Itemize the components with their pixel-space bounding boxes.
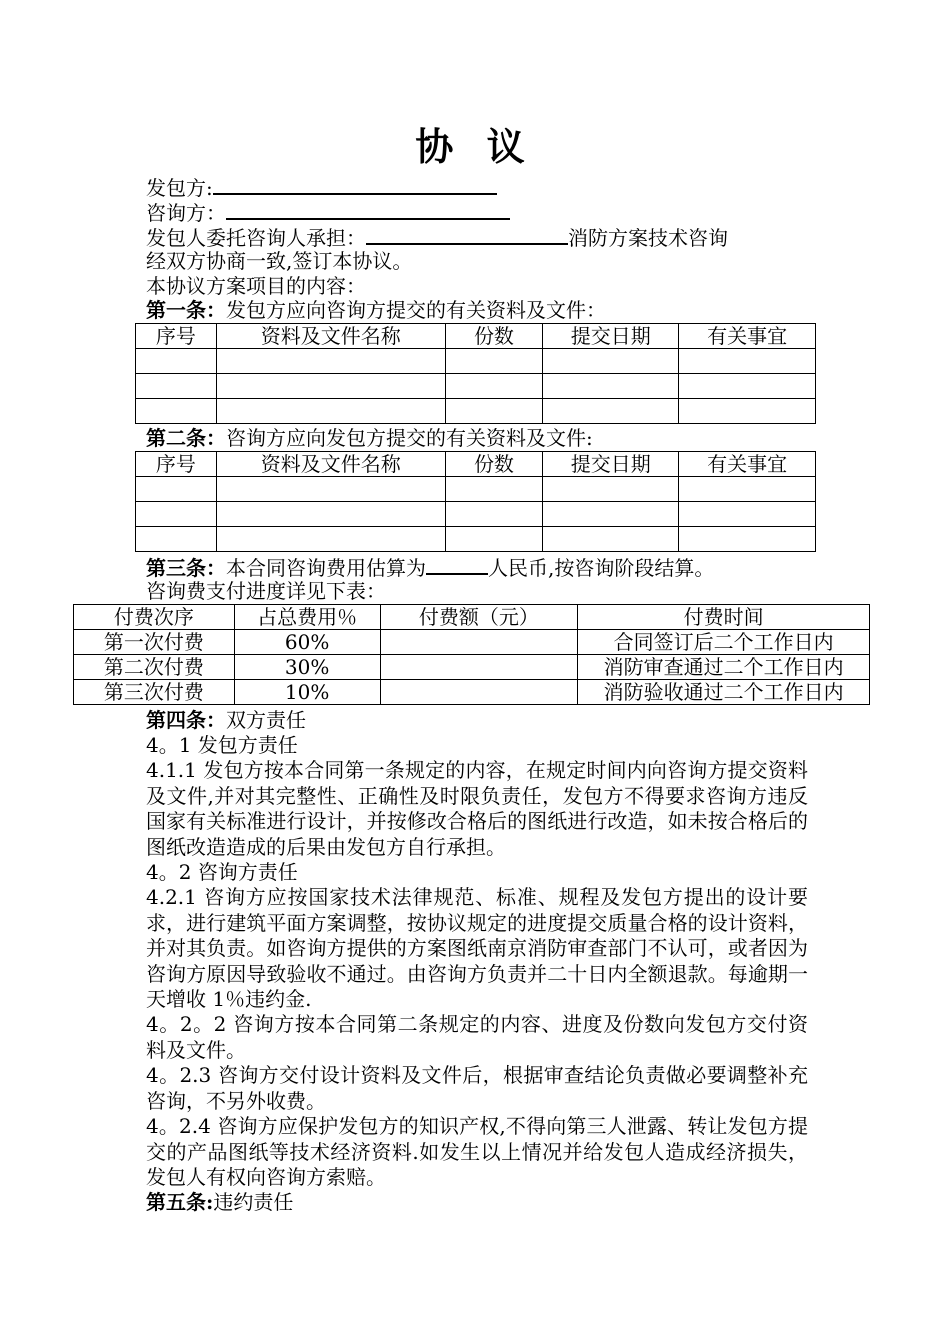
section-4-1-heading: 4。1 发包方责任 xyxy=(146,733,298,757)
column-header: 份数 xyxy=(445,452,543,477)
table-cell[interactable] xyxy=(380,630,578,655)
table-cell: 30% xyxy=(234,655,380,680)
consultant-label: 咨询方： xyxy=(146,201,226,225)
table-cell: 第二次付费 xyxy=(74,655,235,680)
article2-heading xyxy=(146,426,593,451)
column-header: 付费额（元） xyxy=(380,605,578,630)
table-cell[interactable] xyxy=(543,477,679,502)
article4-text: 双方责任 xyxy=(226,708,306,732)
table-row xyxy=(136,527,816,552)
article3-text-before: 本合同咨询费用估算为 xyxy=(226,556,426,580)
article3-label: 第三条： xyxy=(146,556,226,580)
payment-schedule-table xyxy=(73,604,870,705)
table-cell[interactable] xyxy=(543,527,679,552)
column-header: 提交日期 xyxy=(543,452,679,477)
page-title: 协 议 xyxy=(415,124,535,169)
clause-4-2-3: 4。2.3 咨询方交付设计资料及文件后，根据审查结论负责做必要调整补充咨询，不另外收费。 xyxy=(146,1063,808,1113)
commission-line xyxy=(146,224,728,251)
table-cell[interactable] xyxy=(216,349,445,374)
table-cell: 60% xyxy=(234,630,380,655)
commission-prefix: 发包人委托咨询人承担： xyxy=(146,226,366,250)
employer-blank[interactable] xyxy=(213,174,497,195)
article2-text: 咨询方应向发包方提交的有关资料及文件: xyxy=(226,426,593,450)
table-header-row xyxy=(136,452,816,477)
table-cell[interactable] xyxy=(543,502,679,527)
column-header: 占总费用％ xyxy=(234,605,380,630)
table-cell[interactable] xyxy=(136,502,217,527)
table-row xyxy=(74,655,870,680)
article5-heading xyxy=(146,1190,293,1215)
table-cell[interactable] xyxy=(136,527,217,552)
column-header: 付费时间 xyxy=(578,605,870,630)
column-header: 有关事宜 xyxy=(679,324,816,349)
article3-text-after: 人民币,按咨询阶段结算。 xyxy=(488,556,715,580)
column-header: 资料及文件名称 xyxy=(216,452,445,477)
table-cell[interactable] xyxy=(380,655,578,680)
table-cell[interactable] xyxy=(445,527,543,552)
article1-heading xyxy=(146,298,606,323)
table-cell[interactable] xyxy=(679,349,816,374)
column-header: 付费次序 xyxy=(74,605,235,630)
article3-heading xyxy=(146,554,714,581)
employer-label: 发包方: xyxy=(146,176,213,200)
consultant-line xyxy=(146,199,510,226)
column-header: 资料及文件名称 xyxy=(216,324,445,349)
fee-blank[interactable] xyxy=(426,554,488,575)
section-4-2-heading: 4。2 咨询方责任 xyxy=(146,860,298,884)
commission-suffix: 消防方案技术咨询 xyxy=(568,226,728,250)
agreement-line: 经双方协商一致,签订本协议。 xyxy=(146,249,413,273)
table-cell[interactable] xyxy=(543,349,679,374)
article5-label: 第五条: xyxy=(146,1190,214,1214)
clause-4-2-1: 4.2.1 咨询方应按国家技术法律规范、标准、规程及发包方提出的设计要求，进行建筑平面方案调整，按协议规定的进度提交质量合格的设计资料，并对其负责。如咨询方提供的方案图纸南京消防审查部门不认可，或者因为咨询方原因导致验收不通过。由咨询方负责并二十日内全额退款。每逾期一天增收 1％违约金. xyxy=(146,885,808,1011)
table-cell[interactable] xyxy=(216,399,445,424)
table-cell[interactable] xyxy=(136,374,217,399)
table-cell: 第一次付费 xyxy=(74,630,235,655)
table-row xyxy=(136,502,816,527)
column-header: 提交日期 xyxy=(543,324,679,349)
article4-heading xyxy=(146,708,306,733)
table-cell[interactable] xyxy=(216,374,445,399)
table-row xyxy=(74,680,870,705)
table-cell[interactable] xyxy=(445,502,543,527)
commission-blank[interactable] xyxy=(366,224,568,245)
table-cell[interactable] xyxy=(380,680,578,705)
table-row xyxy=(136,349,816,374)
employer-line xyxy=(146,174,497,201)
column-header: 序号 xyxy=(136,324,217,349)
schedule-line: 咨询费支付进度详见下表： xyxy=(146,579,386,603)
contents-line: 本协议方案项目的内容： xyxy=(146,274,366,298)
article1-label: 第一条： xyxy=(146,298,226,322)
column-header: 序号 xyxy=(136,452,217,477)
table-cell[interactable] xyxy=(679,477,816,502)
table-cell[interactable] xyxy=(679,399,816,424)
table-cell[interactable] xyxy=(216,527,445,552)
table-row xyxy=(74,630,870,655)
table-cell[interactable] xyxy=(216,477,445,502)
table-header-row xyxy=(74,605,870,630)
table-cell: 消防审查通过二个工作日内 xyxy=(578,655,870,680)
table-cell: 消防验收通过二个工作日内 xyxy=(578,680,870,705)
article1-table xyxy=(135,323,816,424)
table-cell[interactable] xyxy=(445,399,543,424)
consultant-blank[interactable] xyxy=(226,199,510,220)
article4-label: 第四条： xyxy=(146,708,226,732)
column-header: 份数 xyxy=(445,324,543,349)
table-cell[interactable] xyxy=(136,477,217,502)
clause-4-2-4: 4。2.4 咨询方应保护发包方的知识产权,不得向第三人泄露、转让发包方提交的产品图纸等技术经济资料.如发生以上情况并给发包人造成经济损失，发包人有权向咨询方索赔。 xyxy=(146,1114,808,1189)
table-cell[interactable] xyxy=(136,349,217,374)
table-cell[interactable] xyxy=(445,349,543,374)
table-cell: 第三次付费 xyxy=(74,680,235,705)
table-cell[interactable] xyxy=(543,374,679,399)
table-row xyxy=(136,477,816,502)
table-cell[interactable] xyxy=(445,374,543,399)
table-cell[interactable] xyxy=(679,527,816,552)
table-cell[interactable] xyxy=(543,399,679,424)
table-cell[interactable] xyxy=(445,477,543,502)
clause-4-1-1: 4.1.1 发包方按本合同第一条规定的内容，在规定时间内向咨询方提交资料及文件,并对其完整性、正确性及时限负责任，发包方不得要求咨询方违反国家有关标准进行设计，并按修改合格后的图纸进行改造，如未按合格后的图纸改造造成的后果由发包方自行承担。 xyxy=(146,758,808,859)
table-cell[interactable] xyxy=(216,502,445,527)
table-cell[interactable] xyxy=(136,399,217,424)
table-row xyxy=(136,399,816,424)
table-cell: 合同签订后二个工作日内 xyxy=(578,630,870,655)
table-cell: 10% xyxy=(234,680,380,705)
table-cell[interactable] xyxy=(679,502,816,527)
article2-table xyxy=(135,451,816,552)
article2-label: 第二条： xyxy=(146,426,226,450)
table-cell[interactable] xyxy=(679,374,816,399)
column-header: 有关事宜 xyxy=(679,452,816,477)
article1-text: 发包方应向咨询方提交的有关资料及文件： xyxy=(226,298,606,322)
clause-4-2-2: 4。2。2 咨询方按本合同第二条规定的内容、进度及份数向发包方交付资料及文件。 xyxy=(146,1012,808,1062)
table-row xyxy=(136,374,816,399)
table-header-row xyxy=(136,324,816,349)
article5-text: 违约责任 xyxy=(213,1190,294,1214)
